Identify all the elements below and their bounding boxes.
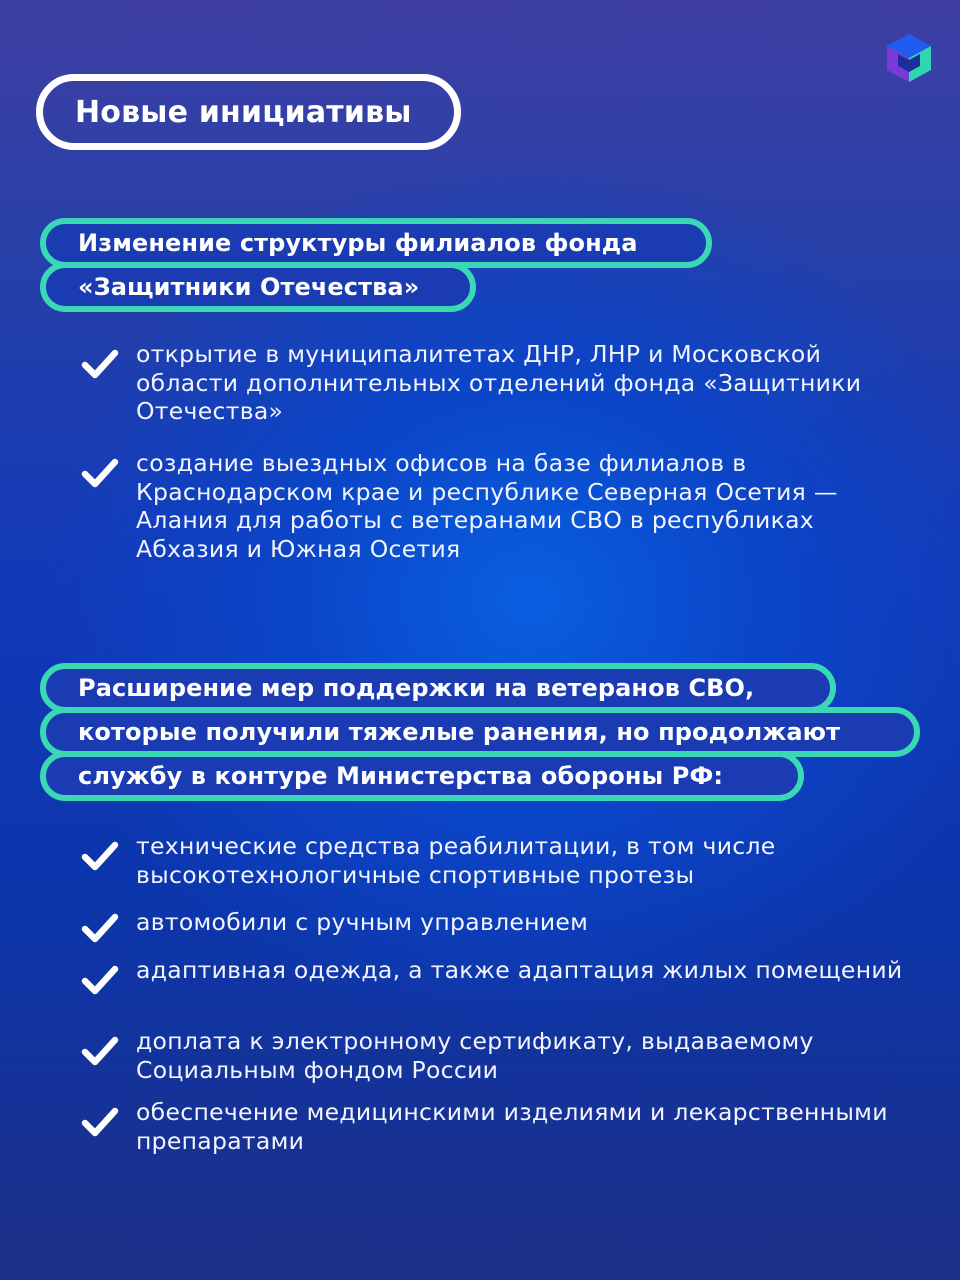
- list-item-text: адаптивная одежда, а также адаптация жилых помещений: [136, 956, 903, 984]
- list-item-text: доплата к электронному сертификату, выдаваемому Социальным фондом России: [136, 1027, 814, 1084]
- list-item-text: автомобили с ручным управлением: [136, 908, 589, 936]
- page-title-text: Новые инициативы: [75, 94, 412, 130]
- section2-heading-line-3: службу в контуре Министерства обороны РФ:: [40, 751, 804, 801]
- section1-heading-line-1: Изменение структуры филиалов фонда: [40, 218, 712, 268]
- list-item-text: открытие в муниципалитетах ДНР, ЛНР и Московской области дополнительных отделений фонда «Защитники Отечества»: [136, 340, 862, 425]
- checkmark-icon: [80, 962, 120, 998]
- checkmark-icon: [80, 1033, 120, 1069]
- list-item-text: обеспечение медицинскими изделиями и лекарственными препаратами: [136, 1098, 888, 1155]
- checkmark-icon: [80, 346, 120, 382]
- checkmark-icon: [80, 910, 120, 946]
- section2-heading-line-2: которые получили тяжелые ранения, но продолжают: [40, 707, 920, 757]
- checkmark-icon: [80, 1104, 120, 1140]
- section2-heading-line-1: Расширение мер поддержки на ветеранов СВО,: [40, 663, 836, 713]
- list-item-text: технические средства реабилитации, в том числе высокотехнологичные спортивные протезы: [136, 832, 776, 889]
- checkmark-icon: [80, 838, 120, 874]
- checkmark-icon: [80, 455, 120, 491]
- page-title: [36, 74, 461, 150]
- cube-logo-icon: [884, 32, 934, 84]
- section1-heading-line-2: «Защитники Отечества»: [40, 262, 476, 312]
- list-item-text: создание выездных офисов на базе филиалов в Краснодарском крае и республике Северная Осетия — Алания для работы с ветеранами СВО в республиках Абхазия и Южная Осетия: [136, 449, 838, 563]
